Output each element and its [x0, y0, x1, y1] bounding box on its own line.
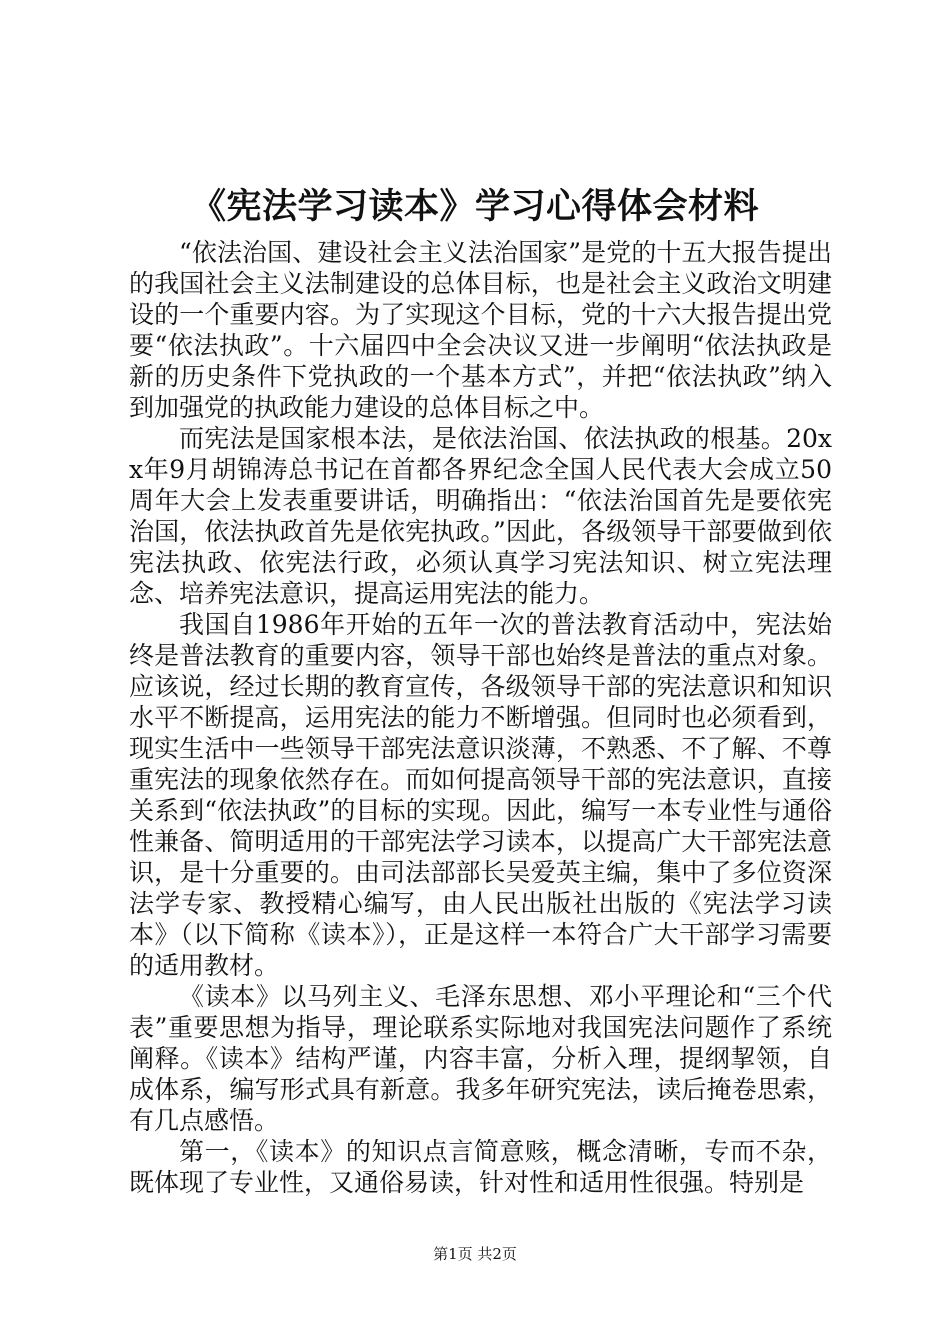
paragraph-5: 第一，《读本》的知识点言简意赅，概念清晰，专而不杂，既体现了专业性，又通俗易读，针对性和适用性很强。特别是 — [129, 1137, 832, 1197]
paragraph-3: 我国自1986年开始的五年一次的普法教育活动中，宪法始终是普法教育的重要内容，领导干部也始终是普法的重点对象。应该说，经过长期的教育宣传，各级领导干部的宪法意识和知识水平不断提高，运用宪法的能力不断增强。但同时也必须看到，现实生活中一些领导干部宪法意识淡薄，不熟悉、不了解、不尊重宪法的现象依然存在。而如何提高领导干部的宪法意识，直接关系到“依法执政”的目标的实现。因此，编写一本专业性与通俗性兼备、简明适用的干部宪法学习读本，以提高广大干部宪法意识，是十分重要的。由司法部部长吴爱英主编，集中了多位资深法学专家、教授精心编写，由人民出版社出版的《宪法学习读本》（以下简称《读本》），正是这样一本符合广大干部学习需要的适用教材。 — [129, 610, 832, 980]
page-footer: 第1页 共2页 — [433, 1245, 517, 1263]
document-body — [129, 237, 832, 1198]
paragraph-2: 而宪法是国家根本法，是依法治国、依法执政的根基。20xx年9月胡锦涛总书记在首都各界纪念全国人民代表大会成立50周年大会上发表重要讲话，明确指出：“依法治国首先是要依宪治国，依法执政首先是依宪执政。”因此，各级领导干部要做到依宪法执政、依宪法行政，必须认真学习宪法知识、树立宪法理念、培养宪法意识，提高运用宪法的能力。 — [129, 424, 832, 608]
paragraph-4: 《读本》以马列主义、毛泽东思想、邓小平理论和“三个代表”重要思想为指导，理论联系实际地对我国宪法问题作了系统阐释。《读本》结构严谨，内容丰富，分析入理，提纲挈领，自成体系，编写形式具有新意。我多年研究宪法，读后掩卷思索，有几点感悟。 — [129, 982, 832, 1135]
document-title: 《宪法学习读本》学习心得体会材料 — [190, 186, 759, 227]
paragraph-1: “依法治国、建设社会主义法治国家”是党的十五大报告提出的我国社会主义法制建设的总体目标，也是社会主义政治文明建设的一个重要内容。为了实现这个目标，党的十六大报告提出党要“依法执政”。十六届四中全会决议又进一步阐明“依法执政是新的历史条件下党执政的一个基本方式”，并把“依法执政”纳入到加强党的执政能力建设的总体目标之中。 — [129, 238, 832, 422]
